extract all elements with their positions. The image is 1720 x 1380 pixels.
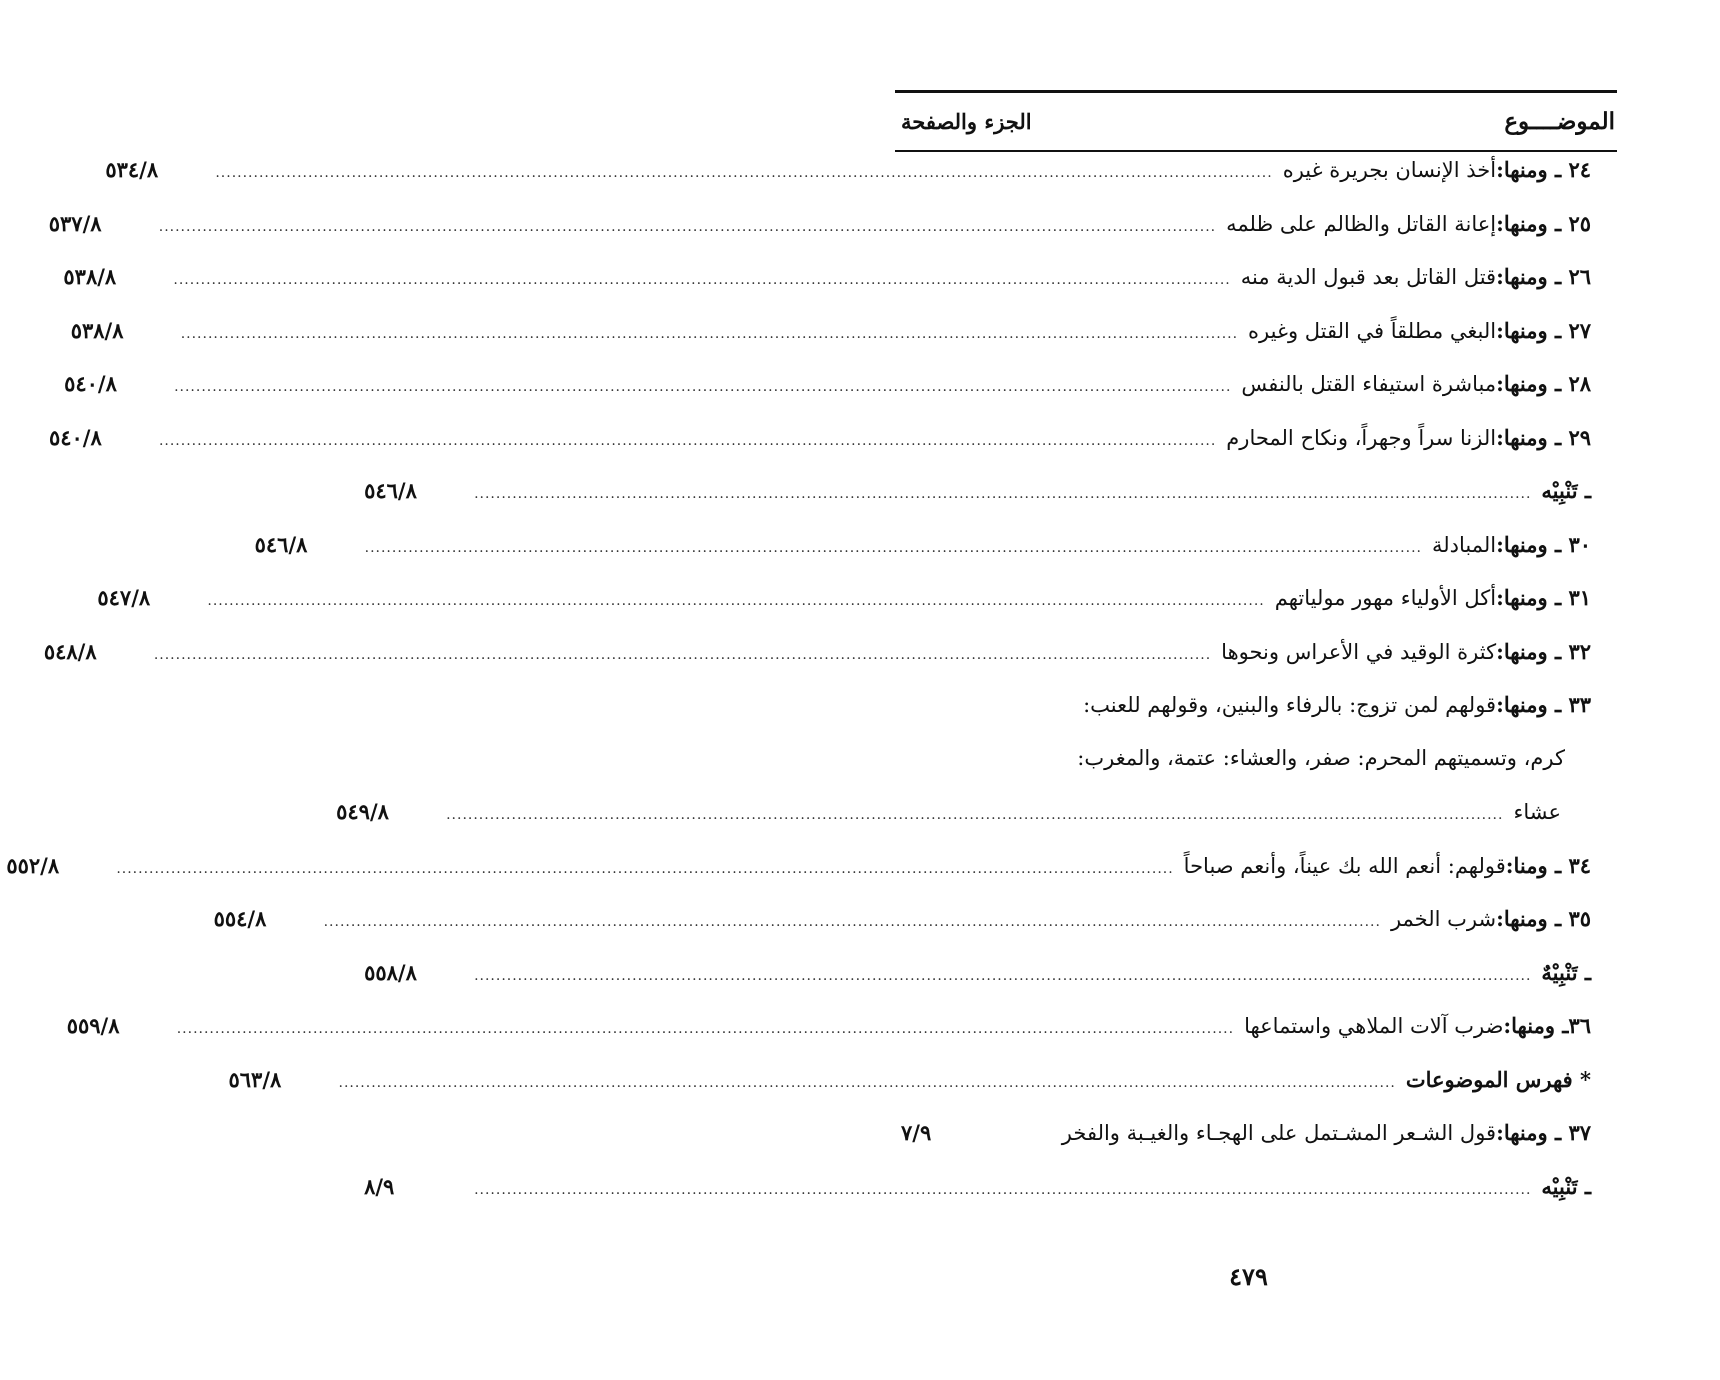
entry-title: إعانة القاتل والظالم على ظلمه bbox=[1226, 211, 1497, 236]
entry-reference: ٥٣٤/٨ bbox=[105, 157, 159, 182]
entry-number: ٣٦ـ ومنها: bbox=[1503, 1013, 1591, 1038]
leader-dots: .................................................................................................................................................................................................. bbox=[180, 325, 1239, 342]
header-bottom-rule bbox=[895, 150, 1617, 152]
toc-row bbox=[6, 852, 1617, 907]
toc-row bbox=[64, 371, 1617, 425]
entry-title: قولهم لمن تزوج: بالرفاء والبنين، وقولهم للعنب: bbox=[1083, 693, 1497, 717]
entry-number: ٣٤ ـ ومنا: bbox=[1505, 852, 1591, 878]
entry-number: ـ تَنْبِيْه bbox=[1541, 478, 1591, 503]
leader-dots: .................................................................................................................................................................................................. bbox=[153, 646, 1212, 663]
entry-title: قولهم: أنعم الله بك عيناً، وأنعم صباحاً bbox=[1183, 853, 1506, 878]
volume-page-column-heading: الجزء والصفحة bbox=[901, 109, 1032, 134]
entry-title: البغي مطلقاً في القتل وغيره bbox=[1248, 318, 1497, 343]
entry-number: ٢٧ ـ ومنها: bbox=[1496, 317, 1591, 343]
entry-title: كثرة الوقيد في الأعراس ونحوها bbox=[1221, 639, 1497, 664]
entry-number: ٢٩ ـ ومنها: bbox=[1496, 424, 1591, 450]
entry-number: * فهرس الموضوعات bbox=[1405, 1066, 1591, 1092]
topic-column-heading: الموضــــوع bbox=[1504, 108, 1615, 135]
toc-header bbox=[895, 93, 1617, 150]
toc-row bbox=[228, 1066, 1617, 1121]
entry-reference: ٥٥٤/٨ bbox=[213, 906, 267, 931]
leader-dots: .................................................................................................................................................................................................. bbox=[158, 432, 1217, 449]
leader-dots: .................................................................................................................................................................................................. bbox=[176, 1021, 1235, 1037]
entry-title: قتل القاتل بعد قبول الدية منه bbox=[1240, 265, 1497, 289]
leader-dots: .................................................................................................................................................................................................. bbox=[323, 914, 1381, 930]
toc-row bbox=[254, 531, 1617, 586]
toc-row bbox=[70, 317, 1617, 372]
toc-row bbox=[66, 1013, 1617, 1067]
entry-reference: ٥٣٨/٨ bbox=[70, 317, 124, 343]
entry-title: المبادلة bbox=[1431, 532, 1497, 557]
entry-reference: ٥٤٨/٨ bbox=[43, 638, 97, 664]
entry-number: ٢٥ ـ ومنها: bbox=[1496, 210, 1591, 236]
entry-number: ٣٢ ـ ومنها: bbox=[1496, 638, 1591, 664]
entry-title: الزنا سراً وجهراً، ونكاح المحارم bbox=[1226, 425, 1497, 450]
page-number: ٤٧٩ bbox=[1229, 1262, 1268, 1291]
document-page bbox=[6, 0, 1720, 1380]
toc-row-continuation bbox=[336, 799, 1617, 853]
entry-reference: ٥٥٢/٨ bbox=[6, 852, 60, 878]
entry-reference: ٥٣٨/٨ bbox=[63, 264, 117, 289]
toc-row bbox=[105, 157, 1617, 211]
leader-dots: .................................................................................................................................................................................................. bbox=[474, 486, 1532, 502]
leader-dots: .................................................................................................................................................................................................. bbox=[158, 218, 1217, 235]
leader-dots: .................................................................................................................................................................................................. bbox=[174, 379, 1232, 395]
entry-reference: ٥٤٦/٨ bbox=[364, 478, 417, 503]
entry-reference: ٨/٩ bbox=[364, 1173, 395, 1199]
toc-rows bbox=[6, 157, 1617, 1227]
entry-reference: ٥٥٨/٨ bbox=[364, 959, 417, 985]
entry-reference: ٥٦٣/٨ bbox=[228, 1066, 282, 1092]
leader-dots: .................................................................................................................................................................................................. bbox=[207, 593, 1265, 609]
toc-row bbox=[364, 1173, 1617, 1228]
entry-number: ٣٣ ـ ومنها: bbox=[1496, 692, 1591, 717]
entry-number: ٢٨ ـ ومنها: bbox=[1496, 371, 1591, 396]
toc-row bbox=[895, 692, 1617, 746]
entry-title: مباشرة استيفاء القتل بالنفس bbox=[1241, 372, 1497, 396]
toc-row-continuation bbox=[895, 746, 1617, 800]
entry-reference: ٥٤٦/٨ bbox=[254, 531, 308, 557]
entry-title: أخذ الإنسان بجريرة غيره bbox=[1282, 158, 1497, 182]
leader-dots: .................................................................................................................................................................................................. bbox=[474, 967, 1532, 984]
toc-row bbox=[48, 210, 1617, 265]
entry-reference: ٥٣٧/٨ bbox=[48, 210, 102, 236]
entry-number: ٢٤ ـ ومنها: bbox=[1496, 157, 1591, 182]
entry-number: ٣١ ـ ومنها: bbox=[1496, 585, 1591, 610]
entry-number: ٢٦ ـ ومنها: bbox=[1496, 264, 1591, 289]
entry-title: شرب الخمر bbox=[1390, 907, 1497, 931]
entry-number: ٣٧ ـ ومنها: bbox=[1496, 1120, 1591, 1145]
leader-dots: .................................................................................................................................................................................................. bbox=[215, 165, 1273, 181]
leader-dots: .................................................................................................................................................................................................. bbox=[364, 539, 1422, 556]
leader-dots: .................................................................................................................................................................................................. bbox=[446, 807, 1504, 823]
entry-reference: ٥٤٧/٨ bbox=[97, 585, 151, 610]
toc-row bbox=[63, 264, 1617, 318]
entry-title: أكل الأولياء مهور مولياتهم bbox=[1274, 586, 1497, 610]
toc-row bbox=[43, 638, 1617, 693]
toc-row bbox=[895, 1120, 1617, 1174]
toc-row bbox=[213, 906, 1617, 960]
entry-title: قول الشـعر المشـتمل على الهجـاء والغيـبة والفخر bbox=[1061, 1121, 1497, 1145]
leader-dots: .................................................................................................................................................................................................. bbox=[173, 272, 1231, 288]
entry-reference: ٧/٩ bbox=[901, 1120, 932, 1145]
toc-row bbox=[364, 478, 1617, 532]
entry-number: ـ تَنْبِيْهٌ bbox=[1541, 959, 1591, 985]
entry-title: عشاء bbox=[1513, 800, 1561, 824]
leader-dots: .................................................................................................................................................................................................. bbox=[474, 1181, 1532, 1198]
entry-number: ٣٥ ـ ومنها: bbox=[1496, 906, 1591, 931]
entry-reference: ٥٤٠/٨ bbox=[64, 371, 117, 396]
entry-title: ضرب آلات الملاهي واستماعها bbox=[1244, 1014, 1504, 1038]
toc-row bbox=[364, 959, 1617, 1014]
toc-row bbox=[48, 424, 1617, 479]
entry-reference: ٥٤٩/٨ bbox=[336, 799, 389, 824]
table-of-contents bbox=[6, 90, 1617, 1227]
entry-number: ٣٠ ـ ومنها: bbox=[1496, 531, 1591, 557]
entry-title: كرم، وتسميتهم المحرم: صفر، والعشاء: عتمة، والمغرب: bbox=[1077, 745, 1565, 770]
toc-row bbox=[97, 585, 1617, 639]
leader-dots: .................................................................................................................................................................................................. bbox=[338, 1074, 1396, 1091]
entry-reference: ٥٥٩/٨ bbox=[66, 1013, 120, 1038]
leader-dots: .................................................................................................................................................................................................. bbox=[116, 860, 1174, 877]
entry-number: ـ تَنْبِيْه bbox=[1541, 1173, 1591, 1199]
entry-reference: ٥٤٠/٨ bbox=[48, 424, 102, 450]
